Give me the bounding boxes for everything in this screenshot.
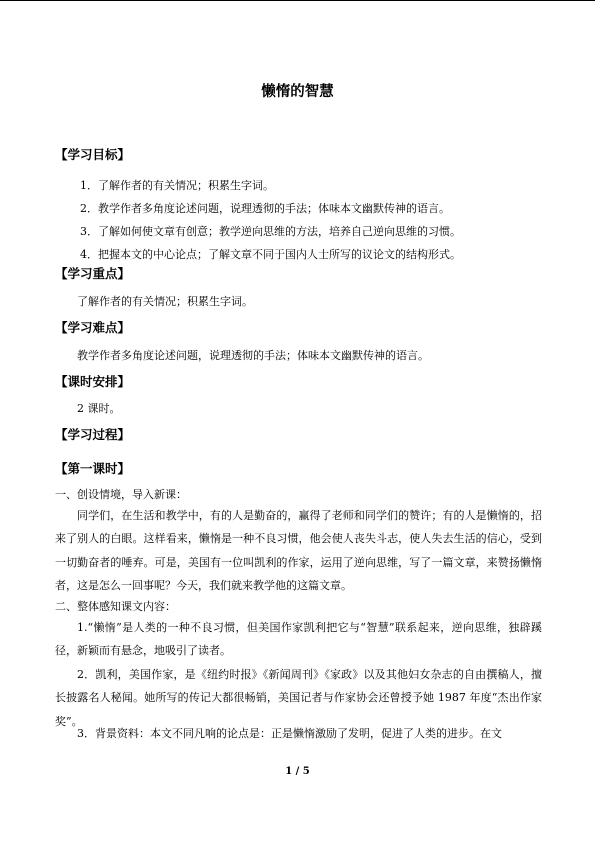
lesson-heading: 【第一课时】 <box>55 461 131 476</box>
section2-paragraph-3: 3．背景资料：本文不同凡响的论点是：正是懒惰激励了发明，促进了人类的进步。在文 <box>77 727 502 740</box>
objective-item: 1．了解作者的有关情况；积累生字词。 <box>80 179 274 192</box>
section1-paragraph: 同学们，在生活和教学中，有的人是勤奋的，赢得了老师和同学们的赞许；有的人是懒惰的，招来了别人的白眼。这样看来，懒惰是一种不良习惯，他会使人丧失斗志，使人失去生活的信心，受到一切勤奋者的唾弃。可是，美国有一位叫凯利的作家，运用了逆向思维，写了一篇文章，来赞扬懒惰者，这是怎么一回事呢？今天，我们就来教学他的这篇文章。 <box>55 509 542 593</box>
top-rule <box>0 0 595 1</box>
objectives-heading: 【学习目标】 <box>55 147 131 162</box>
page-title: 懒惰的智慧 <box>261 84 334 100</box>
section2-paragraph-1: 1.“懒惰”是人类的一种不良习惯，但美国作家凯利把它与“智慧”联系起来，逆向思维，独辟蹊径，新颖而有悬念，地吸引了读者。 <box>55 621 542 658</box>
page-number: 1 / 5 <box>285 766 310 777</box>
objective-item: 3．了解如何使文章有创意；教学逆向思维的方法，培养自己逆向思维的习惯。 <box>80 225 461 238</box>
process-heading: 【学习过程】 <box>55 427 131 442</box>
section1-title: 一、创设情境，导入新课： <box>55 488 187 501</box>
schedule-text: 2 课时。 <box>77 402 121 415</box>
key-points-heading: 【学习重点】 <box>55 266 131 281</box>
objective-item: 2．教学作者多角度论述问题，说理透彻的手法；体味本文幽默传神的语言。 <box>80 202 450 215</box>
section2-title: 二、整体感知课文内容： <box>55 600 176 613</box>
schedule-heading: 【课时安排】 <box>55 374 131 389</box>
section2-paragraph-2: 2．凯利，美国作家，是《纽约时报》《新闻周刊》《家政》以及其他妇女杂志的自由撰稿人，擅长披露名人秘闻。她所写的传记大都很畅销，美国记者与作家协会还曾授予她 1987 年度“杰出作家奖”。 <box>55 668 542 728</box>
key-points-text: 了解作者的有关情况；积累生字词。 <box>77 295 253 308</box>
difficult-points-text: 教学作者多角度论述问题，说理透彻的手法；体味本文幽默传神的语言。 <box>77 349 429 362</box>
objective-item: 4．把握本文的中心论点；了解文章不同于国内人士所写的议论文的结构形式。 <box>80 248 461 261</box>
difficult-points-heading: 【学习难点】 <box>55 320 131 335</box>
